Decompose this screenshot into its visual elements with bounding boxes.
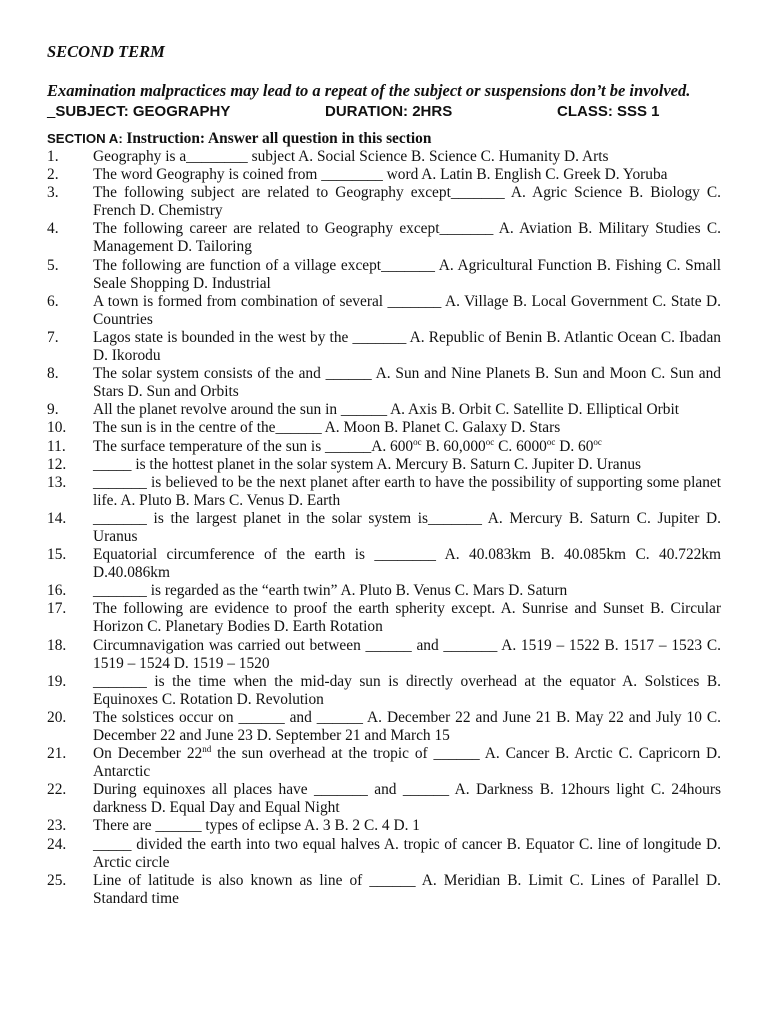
question-number: 4. xyxy=(47,220,59,238)
question-text: _______ is regarded as the “earth twin” A. Pluto B. Venus C. Mars D. Saturn xyxy=(93,582,568,600)
question-item xyxy=(47,329,721,365)
question-text: A town is formed from combination of several _______ A. Village B. Local Government C. State D. Countries xyxy=(93,292,721,328)
question-item xyxy=(47,582,721,600)
question-number: 14. xyxy=(47,509,67,527)
question-text: All the planet revolve around the sun in ______ A. Axis B. Orbit C. Satellite D. Elliptical Orbit xyxy=(93,401,680,419)
question-text: C. 6000 xyxy=(494,437,547,455)
question-item xyxy=(47,546,721,582)
question-number: 15. xyxy=(47,546,67,564)
question-number: 9. xyxy=(47,401,59,419)
superscript: oc xyxy=(413,436,422,447)
question-number: 22. xyxy=(47,781,67,799)
question-item xyxy=(47,438,721,456)
question-number: 18. xyxy=(47,636,67,654)
question-number: 6. xyxy=(47,292,59,310)
superscript: oc xyxy=(546,436,556,447)
question-item xyxy=(47,220,721,256)
class-label: CLASS: SSS 1 xyxy=(557,103,660,120)
section-instruction: Instruction: Answer all question in this section xyxy=(126,130,432,147)
question-item xyxy=(47,148,721,166)
question-text: There are ______ types of eclipse A. 3 B. 2 C. 4 D. 1 xyxy=(93,817,420,835)
question-text: The following are evidence to proof the earth spherity except. A. Sunrise and Sunset B. Circular Horizon C. Planetary Bodies D. Earth Rotation xyxy=(93,600,721,636)
question-text: During equinoxes all places have _______ and ______ A. Darkness B. 12hours light C. 24hours darkness D. Equal Day and Equal Night xyxy=(93,781,721,817)
question-item xyxy=(47,510,721,546)
question-item xyxy=(47,781,721,817)
question-number: 5. xyxy=(47,256,59,274)
question-item xyxy=(47,419,721,437)
malpractice-warning: Examination malpractices may lead to a repeat of the subject or suspensions don’t be involved. xyxy=(47,81,691,100)
question-number: 25. xyxy=(47,871,67,889)
question-text: The following are function of a village except_______ A. Agricultural Function B. Fishing C. Small Seale Shopping D. Industrial xyxy=(93,256,721,292)
question-number: 20. xyxy=(47,708,67,726)
question-item xyxy=(47,709,721,745)
question-text: the sun overhead at the tropic of ______ A. Cancer B. Arctic C. Capricorn D. Antarctic xyxy=(93,745,721,781)
question-item xyxy=(47,836,721,872)
duration-label: DURATION: 2HRS xyxy=(325,103,453,120)
question-item xyxy=(47,166,721,184)
question-text: _____ is the hottest planet in the solar system A. Mercury B. Saturn C. Jupiter D. Uranus xyxy=(93,455,642,473)
question-text: The following career are related to Geography except_______ A. Aviation B. Military Studies C. Management D. Tailoring xyxy=(93,220,721,256)
question-number: 24. xyxy=(47,835,67,853)
question-text: The surface temperature of the sun is ______A. 600 xyxy=(93,437,414,455)
superscript: nd xyxy=(202,744,212,755)
term-title: SECOND TERM xyxy=(47,42,165,61)
question-item xyxy=(47,474,721,510)
question-text: _______ is believed to be the next planet after earth to have the possibility of supporting some planet life. A. Pluto B. Mars C. Venus D. Earth xyxy=(93,473,721,509)
question-number: 16. xyxy=(47,582,67,600)
question-text: _______ is the largest planet in the solar system is_______ A. Mercury B. Saturn C. Jupiter D. Uranus xyxy=(93,509,721,545)
question-item xyxy=(47,184,721,220)
superscript: oc xyxy=(593,436,602,447)
question-item xyxy=(47,600,721,636)
exam-page xyxy=(47,42,721,908)
question-number: 12. xyxy=(47,455,67,473)
question-text: Line of latitude is also known as line of ______ A. Meridian B. Limit C. Lines of Parallel D. Standard time xyxy=(93,871,721,907)
question-number: 1. xyxy=(47,148,59,165)
question-item xyxy=(47,456,721,474)
superscript: oc xyxy=(485,436,495,447)
question-number: 7. xyxy=(47,328,59,346)
question-text: D. 60 xyxy=(555,437,594,455)
question-text: Equatorial circumference of the earth is ________ A. 40.083km B. 40.085km C. 40.722km D.40.086km xyxy=(93,546,721,582)
question-text: _______ is the time when the mid-day sun is directly overhead at the equator A. Solstices B. Equinoxes C. Rotation D. Revolution xyxy=(93,672,721,708)
question-number: 3. xyxy=(47,184,59,202)
question-item xyxy=(47,293,721,329)
question-text: The sun is in the centre of the______ A. Moon B. Planet C. Galaxy D. Stars xyxy=(93,419,561,437)
question-number: 19. xyxy=(47,672,67,690)
exam-meta-row xyxy=(47,101,721,123)
question-number: 17. xyxy=(47,600,67,618)
question-number: 8. xyxy=(47,365,59,383)
question-list xyxy=(47,148,721,908)
question-item xyxy=(47,673,721,709)
question-number: 11. xyxy=(47,437,66,455)
question-text: Geography is a________ subject A. Social Science B. Science C. Humanity D. Arts xyxy=(93,148,609,165)
question-number: 10. xyxy=(47,419,67,437)
question-number: 13. xyxy=(47,473,67,491)
question-text: The word Geography is coined from ________ word A. Latin B. English C. Greek D. Yoruba xyxy=(93,166,668,184)
question-item xyxy=(47,401,721,419)
question-number: 23. xyxy=(47,817,67,835)
subject-label: _SUBJECT: GEOGRAPHY xyxy=(47,103,231,120)
question-number: 21. xyxy=(47,745,67,763)
question-text: Circumnavigation was carried out between ______ and _______ A. 1519 – 1522 B. 1517 – 1523 C. 1519 – 1524 D. 1519 – 1520 xyxy=(93,636,721,672)
section-label: SECTION A: xyxy=(47,131,127,146)
question-item xyxy=(47,872,721,908)
section-heading xyxy=(47,130,721,148)
question-item xyxy=(47,817,721,835)
question-text: Lagos state is bounded in the west by the _______ A. Republic of Benin B. Atlantic Ocean C. Ibadan D. Ikorodu xyxy=(93,328,721,365)
question-text: The following subject are related to Geography except_______ A. Agric Science B. Biology C. French D. Chemistry xyxy=(93,184,721,220)
question-text: B. 60,000 xyxy=(421,437,486,455)
question-number: 2. xyxy=(47,166,59,184)
question-item xyxy=(47,257,721,293)
question-text: _____ divided the earth into two equal halves A. tropic of cancer B. Equator C. line of longitude D. Arctic circle xyxy=(93,835,721,871)
question-item xyxy=(47,637,721,673)
question-item xyxy=(47,365,721,401)
question-text: The solar system consists of the and ______ A. Sun and Nine Planets B. Sun and Moon C. Sun and Stars D. Sun and Orbits xyxy=(93,365,721,401)
question-text: The solstices occur on ______ and ______ A. December 22 and June 21 B. May 22 and July 10 C. December 22 and June 23 D. September 21 and March 15 xyxy=(93,708,721,744)
question-item xyxy=(47,745,721,781)
question-text: On December 22 xyxy=(93,745,203,763)
